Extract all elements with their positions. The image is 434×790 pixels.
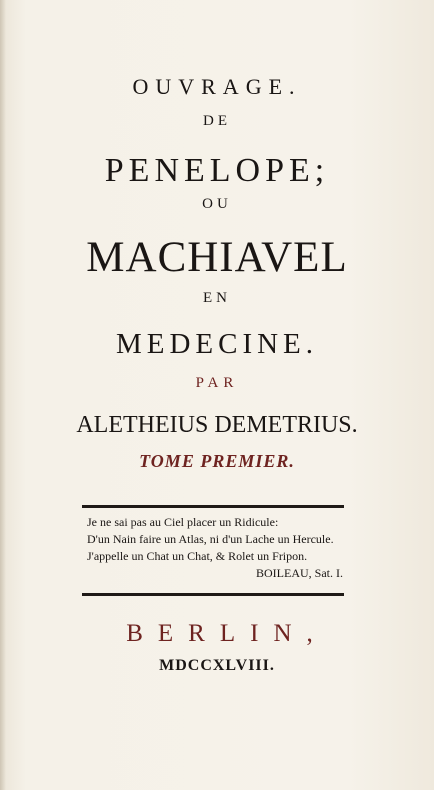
imprint-place: BERLIN, — [126, 620, 328, 647]
imprint-date: MDCCXLVIII. — [159, 657, 275, 674]
title-line-medecine: MEDECINE. — [115, 328, 319, 360]
volume-label: TOME PREMIER. — [139, 451, 295, 471]
title-line-de: DE — [203, 113, 231, 129]
title-line-ou: OU — [202, 196, 232, 212]
title-line-ouvrage: OUVRAGE. — [132, 74, 302, 99]
title-line-penelope: PENELOPE; — [104, 152, 330, 189]
epigraph-citation: BOILEAU, Sat. I. — [256, 566, 343, 580]
epigraph-line: J'appelle un Chat un Chat, & Rolet un Fripon. — [87, 549, 308, 563]
author-name: ALETHEIUS DEMETRIUS. — [76, 412, 358, 438]
title-line-par: PAR — [195, 375, 239, 391]
title-line-machiavel: MACHIAVEL — [86, 234, 348, 281]
epigraph — [87, 514, 357, 582]
epigraph-line: Je ne sai pas au Ciel placer un Ridicule: — [87, 515, 279, 529]
title-line-en: EN — [203, 290, 231, 306]
rule-top — [82, 505, 344, 508]
rule-bottom — [82, 593, 344, 596]
epigraph-line: D'un Nain faire un Atlas, ni d'un Lache un Hercule. — [87, 532, 334, 546]
